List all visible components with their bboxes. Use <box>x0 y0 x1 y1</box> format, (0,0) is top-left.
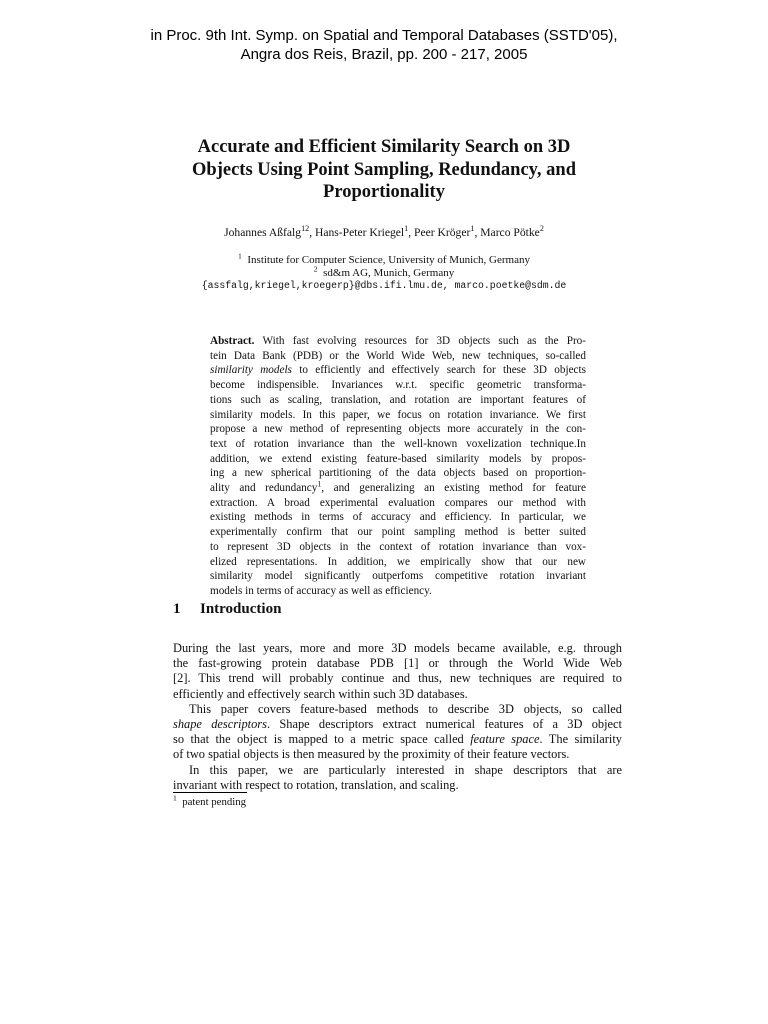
text-line: shape descriptors. Shape descriptors extract numerical features of a 3D object <box>173 717 623 732</box>
text-line: similarity models to efficiently and effectively search for these 3D objects <box>210 364 586 377</box>
title-line-1: Accurate and Efficient Similarity Search on 3D <box>197 137 571 157</box>
text-line: become indispensible. Invariances w.r.t. specific geometric transforma- <box>210 379 586 392</box>
text-line: efficiently and effectively search within such 3D databases. <box>173 686 468 701</box>
section-title: Introduction <box>200 601 282 617</box>
abstract-label: Abstract. <box>210 335 255 347</box>
paragraph <box>173 763 622 793</box>
text-line: ing a new spherical partitioning of the data objects based on proportion- <box>210 467 586 480</box>
affiliation-1: $^1$ Institute for Computer Science, University of Munich, Germany <box>238 251 530 266</box>
paragraph <box>173 641 622 702</box>
text-line: the fast-growing protein database PDB [1] or through the World Wide Web <box>173 656 622 671</box>
text-line: elized representations. In addition, we empirically show that our new <box>210 555 586 568</box>
author-list: Johannes Aßfalg$^{12}$, Hans-Peter Kriegel$^1$, Peer Kröger$^1$, Marco Pötke$^2$ <box>224 224 544 239</box>
text-line: tions such as scaling, translation, and rotation are important features of <box>210 393 586 406</box>
author: Hans-Peter Kriegel$^1$ <box>314 224 409 239</box>
title-line-2: Objects Using Point Sampling, Redundancy, and <box>192 159 576 180</box>
text-line: extraction. A broad experimental evaluation compares our method with <box>210 496 586 509</box>
proceedings-header <box>0 26 768 64</box>
introduction-body <box>173 641 622 793</box>
text-line: so that the object is mapped to a metric space called feature space. The similarity <box>173 732 623 747</box>
title-line-3: Proportionality <box>323 182 445 202</box>
text-line: similarity model significantly outperfoms competitive rotation invariant <box>210 570 586 583</box>
footnote-rule <box>173 792 247 793</box>
text-line: ality and redundancy$^1$, and generalizing an existing method for feature <box>210 479 586 495</box>
abstract <box>210 334 586 599</box>
author-emails: {assfalg,kriegel,kroegerp}@dbs.ifi.lmu.de, marco.poetke@sdm.de <box>201 280 567 291</box>
section-number: 1 <box>173 601 181 617</box>
text-line: In this paper, we are particularly interested in shape descriptors that are <box>189 762 622 777</box>
text-line: [2]. This trend will probably continue and thus, new techniques are required to <box>173 671 622 686</box>
text-line: invariant with respect to rotation, translation, and scaling. <box>173 777 459 792</box>
text-line: of two spatial objects is then measured by the proximity of their feature vectors. <box>173 747 570 762</box>
text-line: models in terms of accuracy as well as efficiency. <box>210 584 432 597</box>
author: Johannes Aßfalg$^{12}$ <box>224 224 310 239</box>
author: Marco Pötke$^2$ <box>480 224 544 239</box>
author: Peer Kröger$^1$ <box>414 224 475 239</box>
text-line: similarity models. In this paper, we focus on rotation invariance. We first <box>210 408 586 421</box>
affiliation-2: $^2$ sd&m AG, Munich, Germany <box>313 264 455 279</box>
text-line: experimentally confirm that our point sampling method is better suited <box>210 526 586 539</box>
text-line: propose a new method of representing objects more accurately in the con- <box>210 423 586 436</box>
text-line: text of rotation invariance than the well-known voxelization technique.In <box>210 437 586 450</box>
footnote: $^1$ patent pending <box>173 793 247 808</box>
text-line: existing methods in terms of accuracy and efficiency. In particular, we <box>210 511 586 524</box>
paragraph <box>173 702 622 763</box>
text-line: addition, we extend existing feature-based similarity models by propos- <box>210 452 586 465</box>
text-line: Abstract. With fast evolving resources for 3D objects such as the Pro- <box>210 335 586 347</box>
text-line: to represent 3D objects in the context of rotation invariance than vox- <box>210 540 586 553</box>
text-line: This paper covers feature-based methods to describe 3D objects, so called <box>189 701 622 716</box>
proceedings-line-1: in Proc. 9th Int. Symp. on Spatial and Temporal Databases (SSTD'05), <box>150 27 618 44</box>
text-line: tein Data Bank (PDB) or the World Wide Web, new techniques, so-called <box>210 349 586 362</box>
paper-title <box>150 136 618 204</box>
proceedings-line-2: Angra dos Reis, Brazil, pp. 200 - 217, 2005 <box>240 46 528 63</box>
text-line: During the last years, more and more 3D models became available, e.g. through <box>173 641 622 655</box>
section-heading <box>173 601 281 618</box>
